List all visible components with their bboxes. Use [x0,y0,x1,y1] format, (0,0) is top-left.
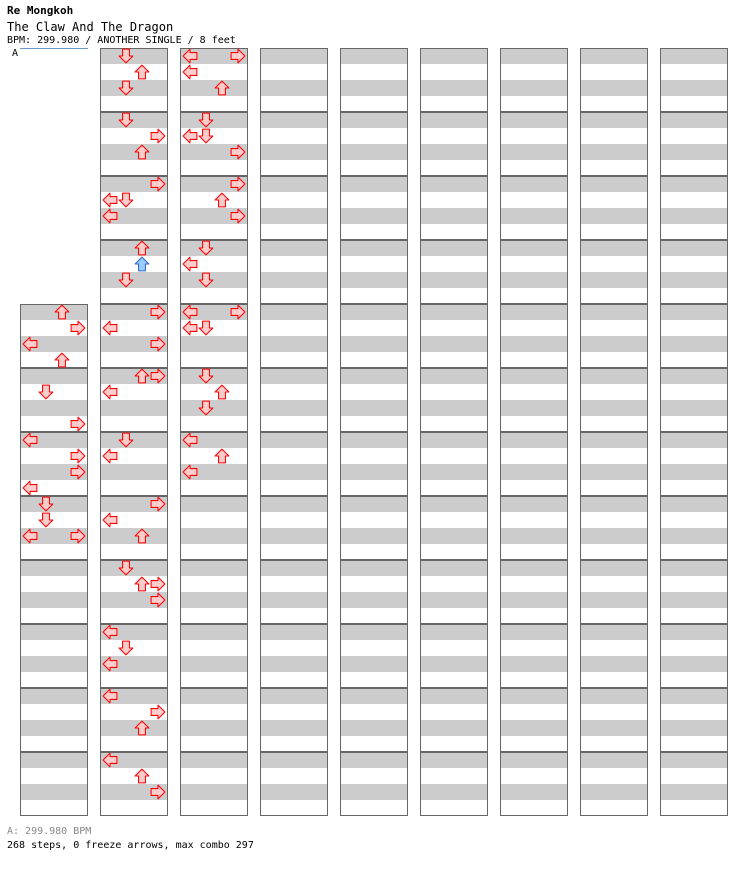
beat-stripe [20,752,88,768]
beat-stripe [500,80,568,96]
beat-stripe [420,208,488,224]
beat-stripe [100,144,168,160]
beat-stripe [180,688,248,704]
beat-stripe [580,336,648,352]
beat-stripe [260,528,328,544]
beat-stripe [180,368,248,384]
beat-stripe [100,272,168,288]
beat-stripe [580,624,648,640]
beat-stripe [260,688,328,704]
beat-stripe [340,272,408,288]
beat-stripe [660,144,728,160]
beat-stripe [260,208,328,224]
beat-stripe [260,496,328,512]
beat-stripe [500,688,568,704]
beat-stripe [580,464,648,480]
beat-stripe [580,528,648,544]
beat-stripe [660,496,728,512]
beat-stripe [260,304,328,320]
beat-stripe [260,720,328,736]
beat-stripe [260,784,328,800]
beat-stripe [500,176,568,192]
beat-stripe [260,368,328,384]
beat-stripe [260,80,328,96]
beat-stripe [20,624,88,640]
beat-stripe [260,112,328,128]
beat-stripe [420,176,488,192]
beat-stripe [500,720,568,736]
beat-stripe [20,688,88,704]
song-title: The Claw And The Dragon [7,20,174,34]
beat-stripe [500,656,568,672]
beat-stripe [340,368,408,384]
beat-stripe [260,624,328,640]
beat-stripe [660,784,728,800]
beat-stripe [340,336,408,352]
beat-stripe [660,432,728,448]
beat-stripe [420,560,488,576]
beat-stripe [340,592,408,608]
beat-stripe [340,784,408,800]
beat-stripe [420,144,488,160]
beat-stripe [340,752,408,768]
beat-stripe [420,80,488,96]
beat-stripe [420,400,488,416]
beat-stripe [260,656,328,672]
beat-stripe [580,240,648,256]
beat-stripe [20,368,88,384]
beat-stripe [420,464,488,480]
beat-stripe [420,48,488,64]
beat-stripe [180,112,248,128]
beat-stripe [100,464,168,480]
beat-stripe [180,752,248,768]
beat-stripe [500,432,568,448]
beat-stripe [420,368,488,384]
beat-stripe [580,176,648,192]
beat-stripe [260,432,328,448]
beat-stripe [100,112,168,128]
beat-stripe [660,528,728,544]
beat-stripe [180,560,248,576]
beat-stripe [500,144,568,160]
beat-stripe [580,368,648,384]
beat-stripe [340,80,408,96]
beat-stripe [660,48,728,64]
beat-stripe [260,48,328,64]
beat-stripe [180,240,248,256]
beat-stripe [260,272,328,288]
beat-stripe [100,400,168,416]
beat-stripe [500,624,568,640]
beat-stripe [660,720,728,736]
footer-bpm: A: 299.980 BPM [7,826,92,837]
beat-stripe [260,176,328,192]
beat-stripe [340,496,408,512]
beat-stripe [180,80,248,96]
beat-stripe [580,272,648,288]
beat-stripe [20,720,88,736]
beat-stripe [180,496,248,512]
beat-stripe [660,368,728,384]
beat-stripe [420,304,488,320]
beat-stripe [420,720,488,736]
beat-stripe [580,656,648,672]
beat-stripe [420,240,488,256]
beat-stripe [500,592,568,608]
beat-stripe [100,560,168,576]
beat-stripe [340,144,408,160]
artist-name: Re Mongkoh [7,4,74,17]
beat-stripe [500,752,568,768]
beat-stripe [340,528,408,544]
beat-stripe [660,624,728,640]
beat-stripe [420,496,488,512]
beat-stripe [660,400,728,416]
beat-stripe [180,336,248,352]
beat-stripe [580,400,648,416]
beat-stripe [580,112,648,128]
beat-stripe [260,592,328,608]
beat-stripe [20,656,88,672]
beat-stripe [500,112,568,128]
beat-stripe [500,48,568,64]
bpm-marker-label: A [12,48,19,59]
beat-stripe [420,752,488,768]
beat-stripe [500,496,568,512]
beat-stripe [660,592,728,608]
beat-stripe [420,656,488,672]
beat-stripe [500,304,568,320]
beat-stripe [500,208,568,224]
beat-stripe [500,336,568,352]
beat-stripe [100,48,168,64]
beat-stripe [100,720,168,736]
beat-stripe [340,720,408,736]
beat-stripe [660,80,728,96]
beat-stripe [580,784,648,800]
beat-stripe [260,752,328,768]
beat-stripe [260,144,328,160]
beat-stripe [660,336,728,352]
beat-stripe [500,400,568,416]
beat-stripe [340,304,408,320]
beat-stripe [180,400,248,416]
beat-stripe [180,720,248,736]
beat-stripe [660,656,728,672]
beat-stripe [500,368,568,384]
beat-stripe [420,112,488,128]
beat-stripe [580,48,648,64]
beat-stripe [580,432,648,448]
chart-info: BPM: 299.980 / ANOTHER SINGLE / 8 feet [7,35,236,46]
beat-stripe [580,560,648,576]
beat-stripe [20,496,88,512]
beat-stripe [340,432,408,448]
beat-stripe [100,240,168,256]
beat-stripe [340,688,408,704]
beat-stripe [180,656,248,672]
beat-stripe [20,784,88,800]
beat-stripe [420,336,488,352]
beat-stripe [180,528,248,544]
beat-stripe [100,80,168,96]
beat-stripe [580,720,648,736]
beat-stripe [260,464,328,480]
beat-stripe [340,400,408,416]
beat-stripe [580,752,648,768]
beat-stripe [500,560,568,576]
beat-stripe [420,272,488,288]
beat-stripe [420,592,488,608]
beat-stripe [660,560,728,576]
beat-stripe [580,144,648,160]
beat-stripe [20,400,88,416]
beat-stripe [340,48,408,64]
beat-stripe [340,112,408,128]
beat-stripe [660,752,728,768]
beat-stripe [420,624,488,640]
beat-stripe [580,496,648,512]
beat-stripe [340,208,408,224]
beat-stripe [340,464,408,480]
beat-stripe [420,688,488,704]
beat-stripe [180,272,248,288]
beat-stripe [660,208,728,224]
beat-stripe [100,432,168,448]
beat-stripe [580,304,648,320]
beat-stripe [500,464,568,480]
beat-stripe [500,784,568,800]
beat-stripe [500,240,568,256]
beat-stripe [180,592,248,608]
beat-stripe [20,592,88,608]
beat-stripe [500,272,568,288]
beat-stripe [420,784,488,800]
beat-stripe [260,560,328,576]
beat-stripe [420,432,488,448]
beat-stripe [180,624,248,640]
beat-stripe [260,336,328,352]
beat-stripe [340,656,408,672]
beat-stripe [660,464,728,480]
beat-stripe [340,624,408,640]
beat-stripe [660,688,728,704]
beat-stripe [20,304,88,320]
beat-stripe [420,528,488,544]
footer-stats: 268 steps, 0 freeze arrows, max combo 297 [7,840,254,851]
beat-stripe [260,240,328,256]
beat-stripe [660,240,728,256]
beat-stripe [340,176,408,192]
beat-stripe [100,528,168,544]
beat-stripe [260,400,328,416]
beat-stripe [20,560,88,576]
beat-stripe [580,208,648,224]
beat-stripe [660,304,728,320]
beat-stripe [580,592,648,608]
beat-stripe [180,784,248,800]
beat-stripe [660,112,728,128]
beat-stripe [580,688,648,704]
beat-stripe [340,560,408,576]
beat-stripe [500,528,568,544]
beat-stripe [580,80,648,96]
beat-stripe [340,240,408,256]
beat-stripe [660,176,728,192]
beat-stripe [660,272,728,288]
